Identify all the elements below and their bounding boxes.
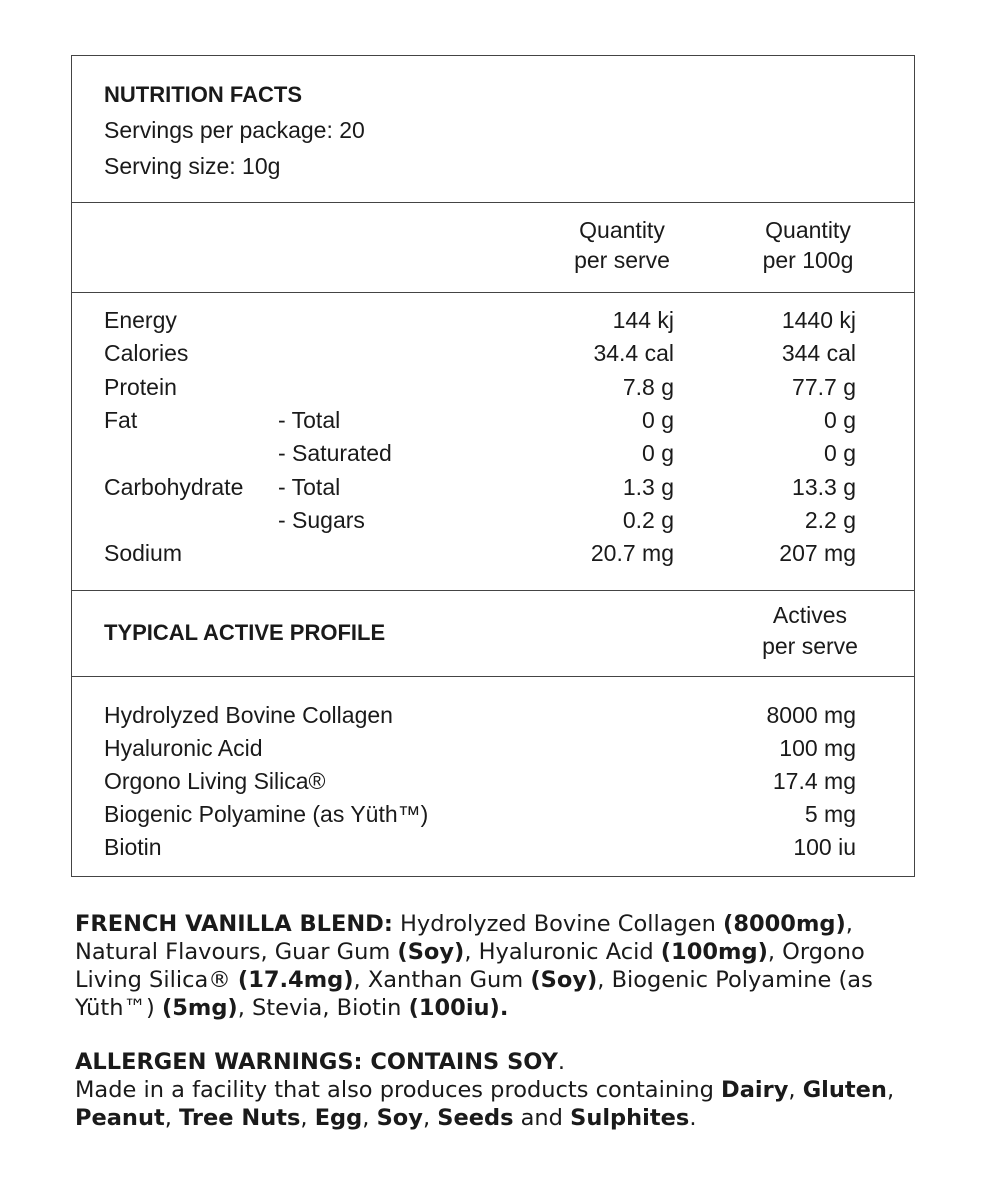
nutrient-per100: 1440 kj — [781, 307, 856, 333]
active-profile-title: TYPICAL ACTIVE PROFILE — [104, 620, 386, 645]
allergen-bold: Egg — [314, 1105, 363, 1131]
active-value: 5 mg — [804, 801, 856, 827]
allergen-heading: ALLERGEN WARNINGS: CONTAINS SOY — [75, 1049, 558, 1075]
allergen-text: , — [164, 1105, 180, 1131]
allergen-bold: Sulphites — [570, 1105, 690, 1131]
allergen-text: , — [362, 1105, 377, 1131]
nutrient-name: Calories — [104, 340, 189, 366]
nutrient-per100: 0 g — [824, 440, 856, 466]
allergen-bold: Soy — [376, 1105, 423, 1131]
serving-size: Serving size: 10g — [104, 153, 281, 179]
divider — [72, 292, 914, 293]
blend-ingredients — [75, 910, 920, 1022]
blend-bold: (100mg) — [660, 939, 768, 965]
allergen-bold: Tree Nuts — [179, 1105, 301, 1131]
active-name: Biogenic Polyamine (as Yüth™) — [104, 801, 429, 827]
servings-per-package: Servings per package: 20 — [104, 117, 365, 143]
allergen-text: , — [422, 1105, 438, 1131]
blend-bold: (Soy) — [397, 939, 465, 965]
blend-bold: (8000mg) — [723, 911, 846, 937]
allergen-bold: Peanut — [75, 1105, 165, 1131]
nutrient-per100: 77.7 g — [792, 374, 856, 400]
allergen-text: . — [689, 1105, 697, 1131]
blend-bold: (17.4mg) — [237, 967, 354, 993]
divider — [72, 202, 914, 203]
nutrient-per100: 0 g — [824, 407, 856, 433]
nutrient-name: Carbohydrate — [104, 474, 244, 500]
nutrient-name: Energy — [104, 307, 177, 333]
blend-bold: (100iu). — [408, 995, 509, 1021]
allergen-text: Made in a facility that also produces products containing — [75, 1077, 722, 1103]
active-name: Orgono Living Silica® — [104, 768, 326, 794]
active-name: Hydrolyzed Bovine Collagen — [104, 702, 393, 728]
nutrient-name: Fat — [104, 407, 138, 433]
col-header-serve-l2: per serve — [574, 247, 670, 273]
nutrient-per100: 344 cal — [781, 340, 856, 366]
allergen-text: and — [513, 1105, 571, 1131]
nutrient-serve: 34.4 cal — [593, 340, 674, 366]
nutrient-sub: - Total — [278, 407, 341, 433]
nutrient-sub: - Sugars — [278, 507, 365, 533]
allergen-text: , — [788, 1077, 803, 1103]
blend-text: , Natural Flavours, Guar Gum — [75, 911, 853, 965]
nutrient-sub: - Total — [278, 474, 341, 500]
nutrient-per100: 2.2 g — [804, 507, 856, 533]
nutrient-name: Sodium — [104, 540, 182, 566]
blend-label: FRENCH VANILLA BLEND: — [75, 911, 393, 937]
active-name: Hyaluronic Acid — [104, 735, 263, 761]
nutrient-serve: 144 kj — [612, 307, 674, 333]
nutrient-serve: 0 g — [642, 440, 674, 466]
actives-header-l2: per serve — [762, 633, 858, 659]
allergen-bold: Dairy — [721, 1077, 789, 1103]
nutrient-serve: 0 g — [642, 407, 674, 433]
nutrient-sub: - Saturated — [278, 440, 392, 466]
nutrient-serve: 20.7 mg — [590, 540, 674, 566]
col-header-100-l1: Quantity — [765, 217, 851, 243]
blend-bold: (Soy) — [530, 967, 598, 993]
nutrient-serve: 0.2 g — [622, 507, 674, 533]
active-value: 8000 mg — [766, 702, 856, 728]
nutrition-facts-title: NUTRITION FACTS — [104, 82, 302, 107]
col-header-serve-l1: Quantity — [579, 217, 665, 243]
active-value: 17.4 mg — [772, 768, 856, 794]
blend-text: , Biogenic Polyamine (as Yüth™) — [75, 967, 873, 1021]
allergen-bold: Seeds — [437, 1105, 514, 1131]
actives-header-l1: Actives — [772, 602, 848, 628]
allergen-text: , — [886, 1077, 895, 1103]
allergen-text: . — [557, 1049, 566, 1075]
nutrient-per100: 207 mg — [779, 540, 856, 566]
divider — [72, 676, 914, 677]
divider — [72, 590, 914, 591]
blend-text: Hydrolyzed Bovine Collagen — [392, 911, 724, 937]
blend-bold: (5mg) — [161, 995, 238, 1021]
allergen-text: , — [300, 1105, 315, 1131]
blend-text: , Orgono Living Silica® — [75, 939, 865, 993]
col-header-100-l2: per 100g — [762, 247, 854, 273]
nutrient-name: Protein — [104, 374, 177, 400]
active-value: 100 iu — [793, 834, 856, 860]
allergen-bold: Gluten — [802, 1077, 887, 1103]
blend-text: , Stevia, Biotin — [237, 995, 409, 1021]
nutrient-per100: 13.3 g — [792, 474, 856, 500]
nutrient-serve: 7.8 g — [622, 374, 674, 400]
nutrient-serve: 1.3 g — [622, 474, 674, 500]
allergen-warnings — [75, 1048, 920, 1132]
active-value: 100 mg — [779, 735, 856, 761]
active-name: Biotin — [104, 834, 162, 860]
blend-text: , Hyaluronic Acid — [464, 939, 661, 965]
nutrition-panel — [71, 55, 915, 877]
blend-text: , Xanthan Gum — [353, 967, 531, 993]
